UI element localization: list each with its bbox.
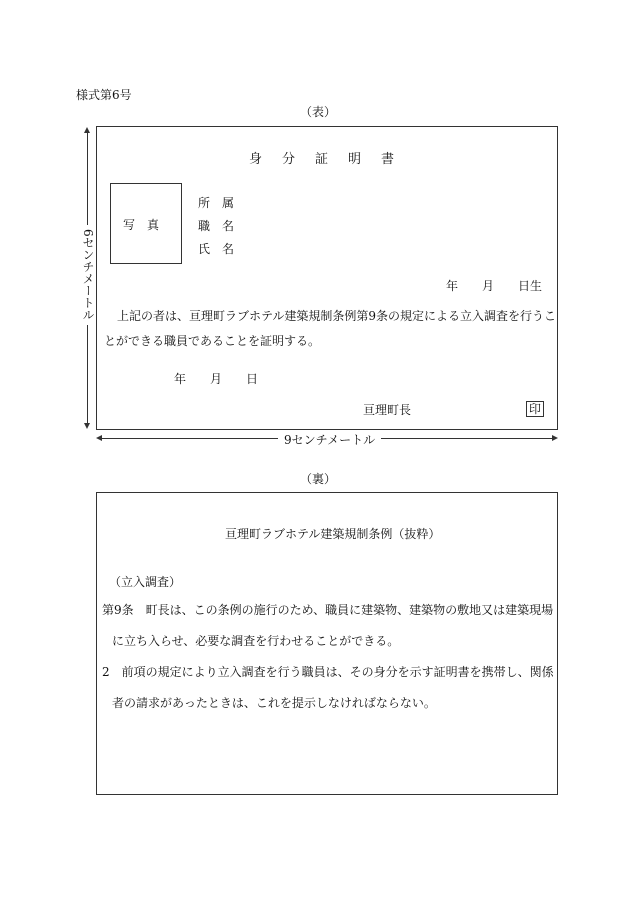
article-heading: （立入調査） [109,575,182,589]
card-title: 身分証明書 [249,152,415,167]
field-affiliation: 所 属 [198,196,235,210]
field-position: 職 名 [198,219,235,233]
certification-line-2: とができる職員であることを証明する。 [104,334,321,348]
issue-date: 年 月 日 [174,372,259,386]
certification-line-1: 上記の者は、亘理町ラブホテル建築規制条例第9条の規定による立入調査を行うこ [117,309,557,323]
paragraph-2-line-1: 2 前項の規定により立入調査を行う職員は、その身分を示す証明書を携帯し、関係 [102,665,554,679]
back-side-label: （裏） [300,472,337,486]
arrow-down-icon [84,423,90,429]
issuer-name: 亘理町長 [363,403,412,417]
id-card-back [96,492,558,795]
article-9-line-1: 第9条 町長は、この条例の施行のため、職員に建築物、建築物の敷地又は建築現場 [102,603,554,617]
form-number: 様式第6号 [76,88,132,102]
front-side-label: （表） [300,105,337,119]
field-name: 氏 名 [198,242,235,256]
height-label: 6センチメートル [80,225,97,325]
photo-box [110,183,182,264]
ordinance-title: 亘理町ラブホテル建築規制条例（抜粋） [225,527,441,541]
birth-date: 年 月 日生 [446,279,543,293]
id-card-front [96,126,558,430]
seal-mark: 印 [526,401,544,417]
paragraph-2-line-2: 者の請求があったときは、これを提示しなければならない。 [112,696,436,710]
photo-label: 写 真 [123,218,160,232]
article-9-line-2: に立ち入らせ、必要な調査を行わせることができる。 [112,634,400,648]
width-label: 9センチメートル [278,431,381,448]
arrow-right-icon [552,435,558,441]
